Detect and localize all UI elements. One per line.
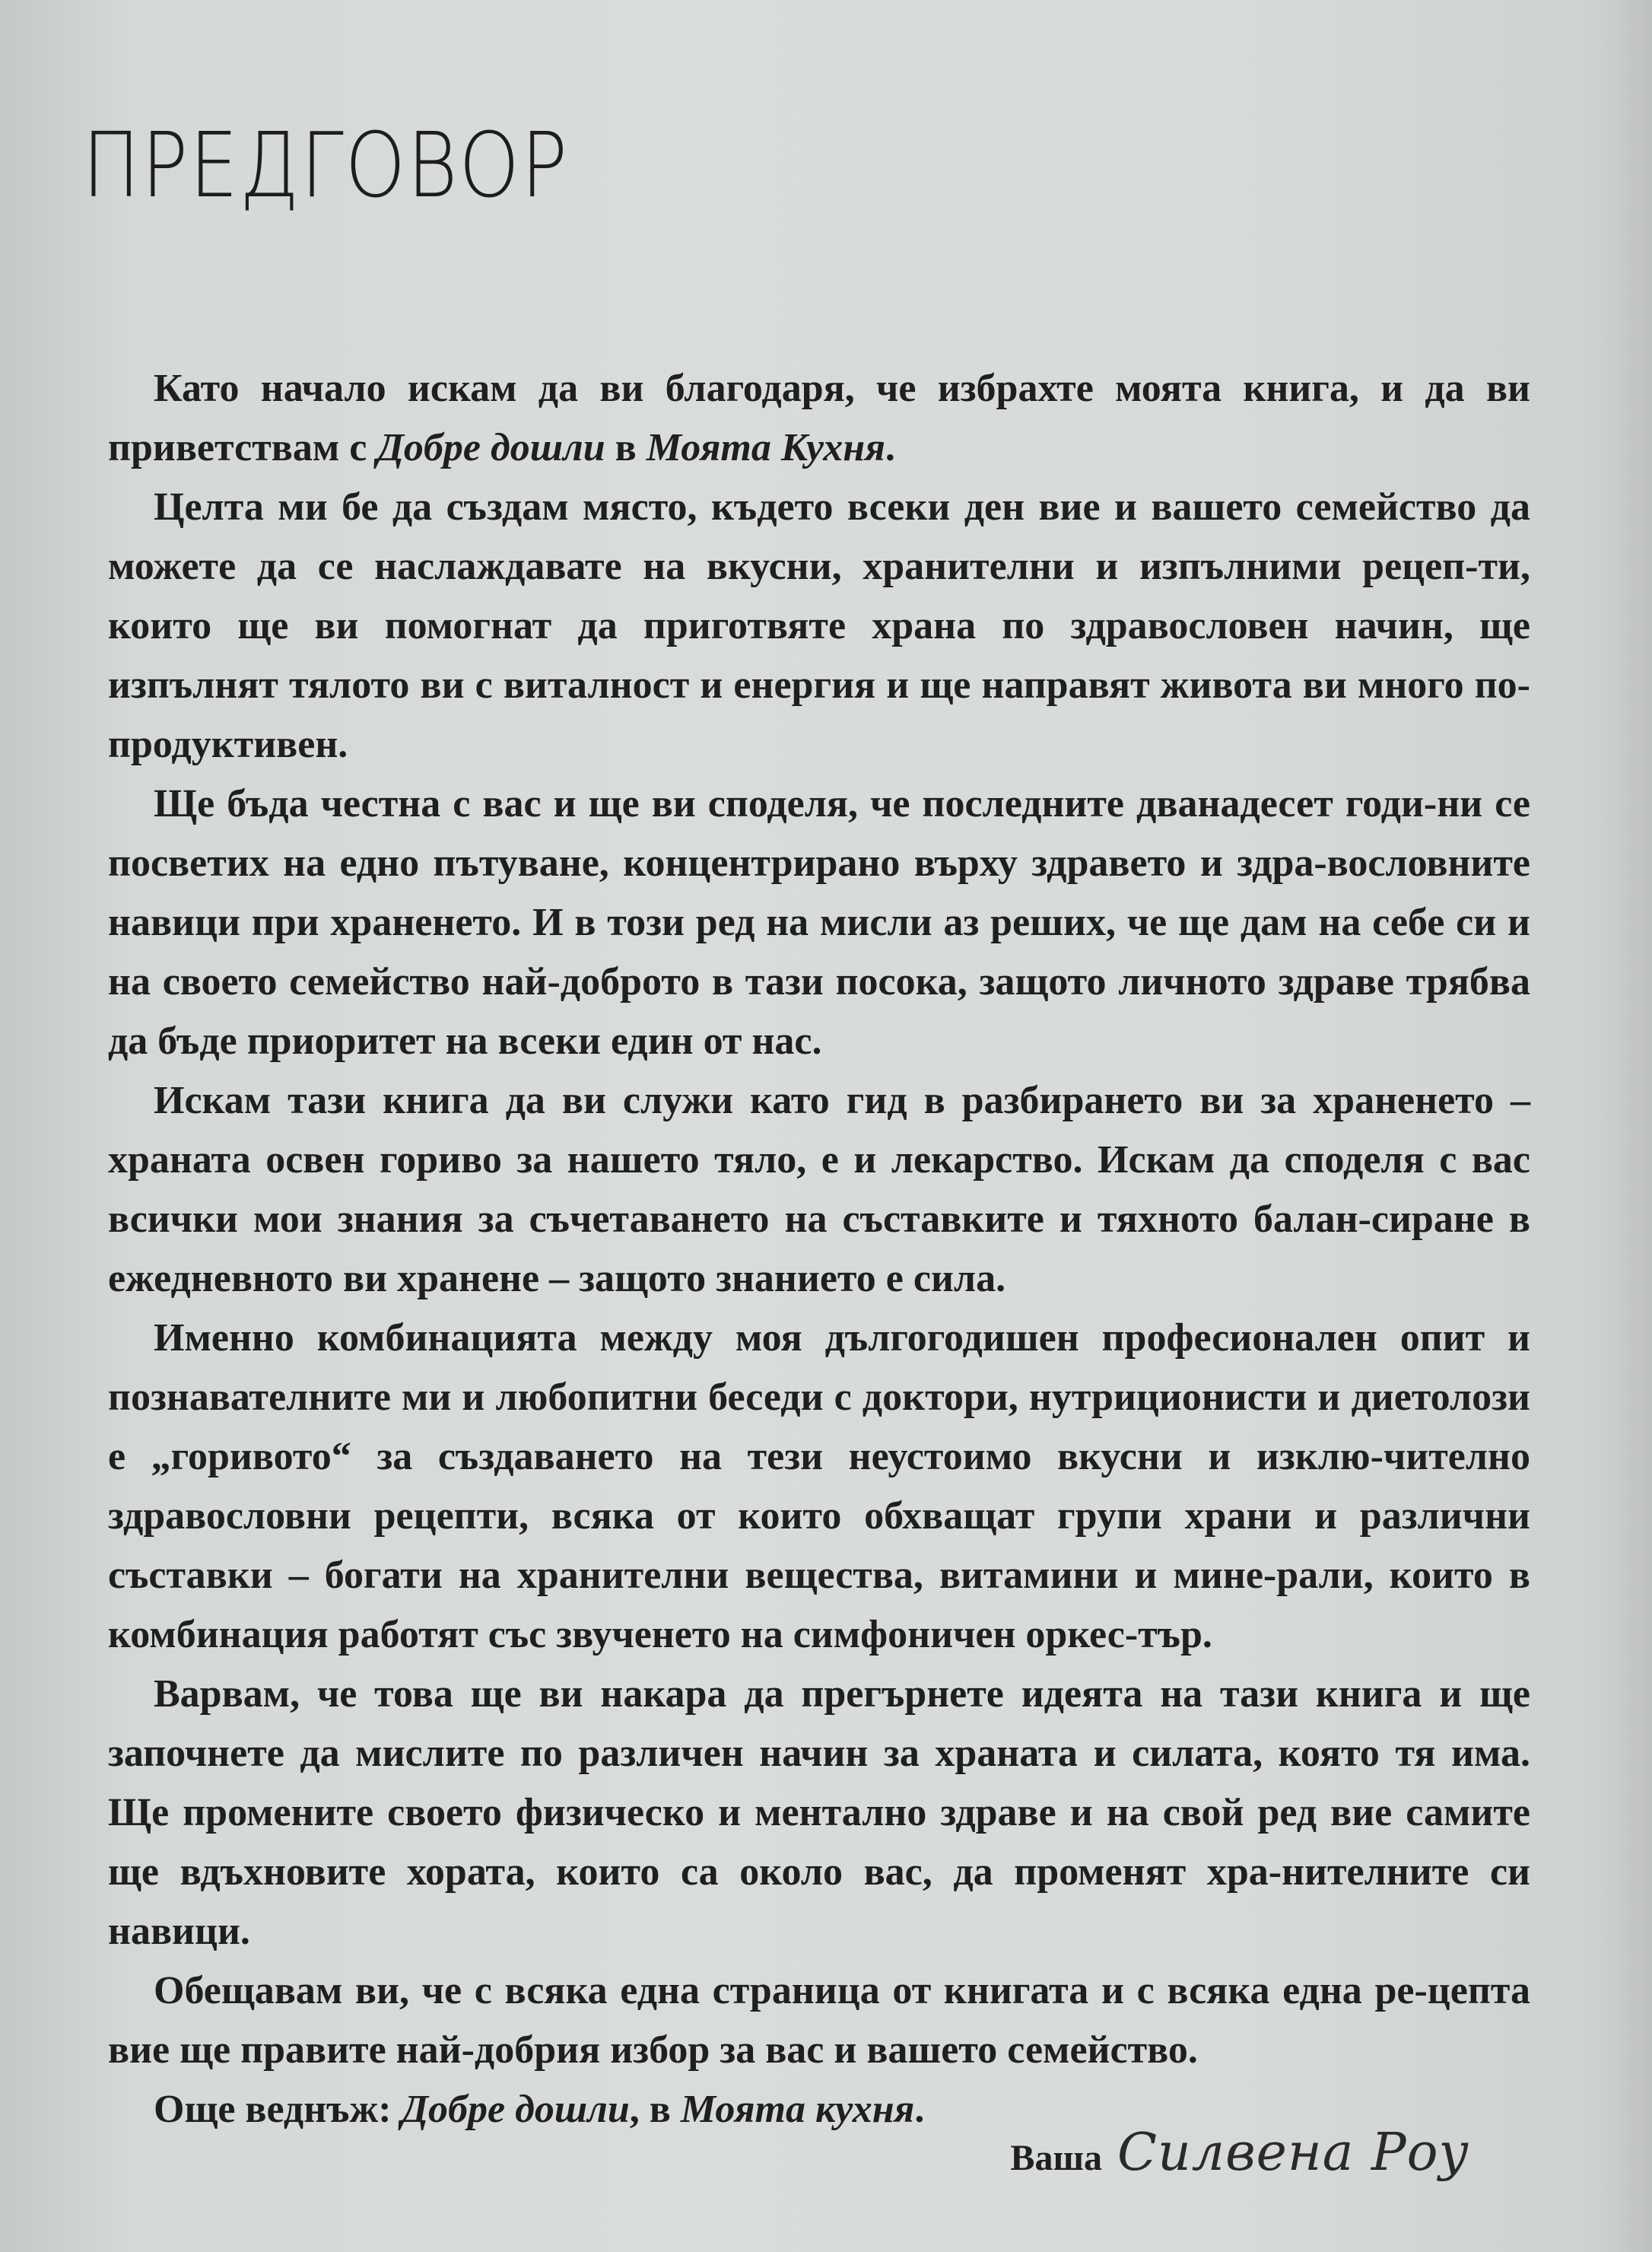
page-title: ПРЕДГОВОР [82,113,569,218]
italic-phrase: Добре дошли [401,2088,630,2131]
paragraph [108,478,1530,775]
italic-phrase: Добре дошли [376,426,605,469]
page-edge-shadow [1599,0,1652,2252]
paragraph [108,1309,1530,1665]
paragraph [108,1665,1530,1961]
text-run: Целта ми бе да създам място, където всеки ден вие и вашето семейство да можете да се наслаждавате на вкусни, хранителни и изпълними рецеп-ти, които ще ви помогнат да приготвяте храна по здравословен начин, ще изпълнят тялото ви с виталност и енергия и ще направят живота ви много по-продуктивен. [108,485,1530,766]
paragraph [108,359,1530,478]
paragraph [108,775,1530,1071]
italic-phrase: Моята кухня [680,2088,915,2131]
text-run: Именно комбинацията между моя дългогодишен професионален опит и познавателните ми и любопитни беседи с доктори, нутриционисти и диетолози е „горивото“ за създаването на тези неустоимо вкусни и изклю-чително здравословни рецепти, всяка от които обхващат групи храни и различни съставки – богати на хранителни вещества, витамини и мине-рали, които в комбинация работят със звученето на симфоничен оркес-тър. [108,1316,1530,1656]
signature-name: Силвена Роу [1117,2123,1469,2183]
text-run: Ще бъда честна с вас и ще ви споделя, че последните дванадесет годи-ни се посветих на едно пътуване, концентрирано върху здравето и здра-вословните навици при храненето. И в този ред на мисли аз реших, че ще дам на себе си и на своето семейство най-доброто в тази посока, защото личното здраве трябва да бъде приоритет на всеки един от нас. [108,782,1530,1063]
text-run: Обещавам ви, че с всяка една страница от книгата и с всяка една ре-цепта вие ще правите най-добрия избор за вас и вашето семейство. [108,1969,1530,2072]
signature-prefix: Ваша [1010,2138,1102,2178]
paragraph [108,1961,1530,2080]
signature [1010,2123,1469,2183]
preface-body [108,359,1530,2139]
text-run: Искам тази книга да ви служи като гид в разбирането ви за храненето – храната освен гориво за нашето тяло, е и лекарство. Искам да споделя с вас всички мои знания за съчетаването на съставките и тяхното балан-сиране в ежедневното ви хранене – защото знанието е сила. [108,1079,1530,1300]
text-run: Още веднъж: [154,2088,402,2131]
text-run: , в [629,2088,681,2131]
text-run: Като начало искам да ви благодаря, че избрахте моята книга, и да ви приветствам с [108,367,1530,469]
text-run: . [914,2088,925,2131]
paragraph [108,1071,1530,1309]
text-run: Варвам, че това ще ви накара да прегърнете идеята на тази книга и ще започнете да мислите по различен начин за храната и силата, която тя има. Ще промените своето физическо и ментално здраве и на свой ред вие самите ще вдъхновите хората, които са около вас, да променят хра-нителните си навици. [108,1672,1530,1953]
text-run: . [885,426,895,469]
text-run: в [605,426,647,469]
italic-phrase: Моята Кухня [646,426,885,469]
